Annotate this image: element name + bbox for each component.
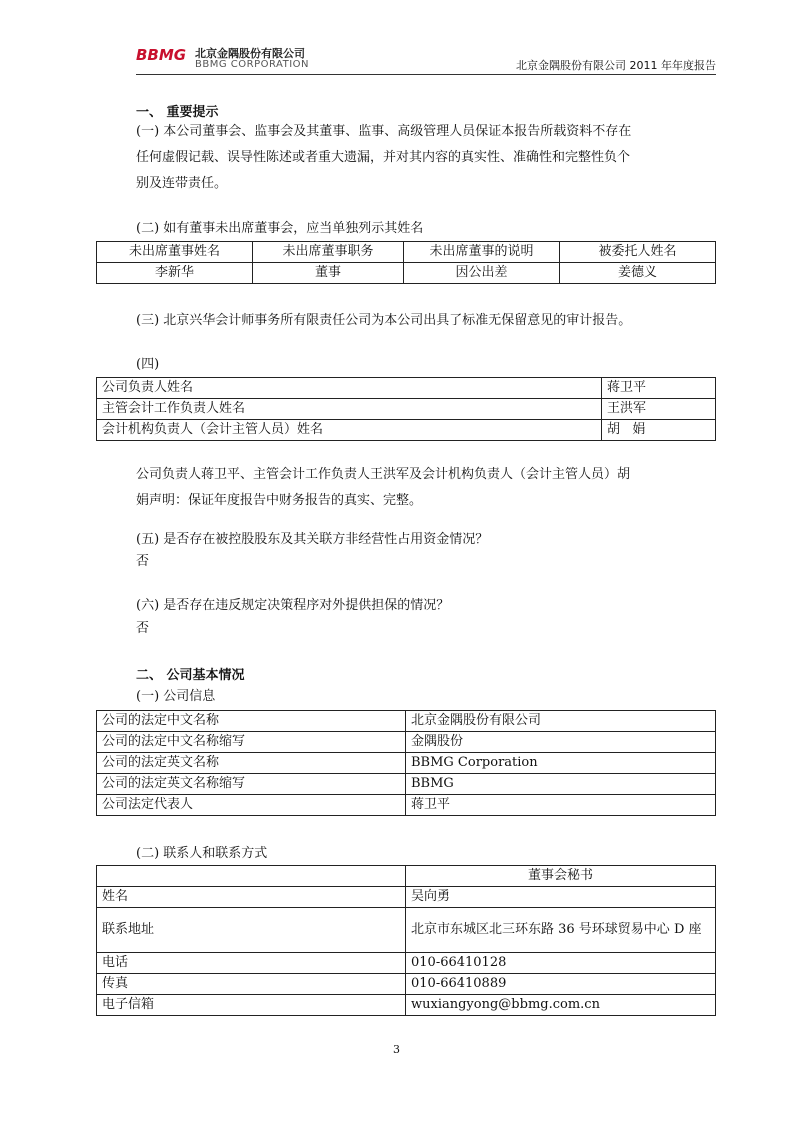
item3-paragraph: (三) 北京兴华会计师事务所有限责任公司为本公司出具了标准无保留意见的审计报告。 xyxy=(136,313,632,328)
contact-table xyxy=(96,865,716,1016)
table-cell: 董事 xyxy=(253,263,404,284)
table-cell: 010-66410889 xyxy=(406,974,716,995)
table-cell: BBMG xyxy=(406,774,716,795)
item6-answer: 否 xyxy=(136,621,150,636)
table-header: 未出席董事的说明 xyxy=(404,242,560,263)
table-header: 董事会秘书 xyxy=(406,866,716,887)
page-number: 3 xyxy=(393,1043,400,1056)
table-header: 未出席董事姓名 xyxy=(97,242,253,263)
page-header xyxy=(136,44,716,75)
table-cell: 因公出差 xyxy=(404,263,560,284)
bbmg-logo: BBMG xyxy=(136,46,187,64)
absent-director-table xyxy=(96,241,716,284)
officer-table xyxy=(96,377,716,441)
item5-question: (五) 是否存在被控股股东及其关联方非经营性占用资金情况？ xyxy=(136,532,489,547)
item6-question: (六) 是否存在违反规定决策程序对外提供担保的情况？ xyxy=(136,598,450,613)
table-cell: 姜德义 xyxy=(560,263,716,284)
table-cell: BBMG Corporation xyxy=(406,753,716,774)
table-header: 未出席董事职务 xyxy=(253,242,404,263)
table-cell: 姓名 xyxy=(97,887,406,908)
table-cell: 北京金隅股份有限公司 xyxy=(406,711,716,732)
table-cell: 吴向勇 xyxy=(406,887,716,908)
contact-label: (二) 联系人和联系方式 xyxy=(136,846,268,861)
table-cell: 金隅股份 xyxy=(406,732,716,753)
item1-line: 别及连带责任。 xyxy=(136,176,228,191)
table-cell: 电子信箱 xyxy=(97,995,406,1016)
table-cell: 蒋卫平 xyxy=(602,378,716,399)
logo-english-name: BBMG CORPORATION xyxy=(195,59,309,70)
item2-label: (二) 如有董事未出席董事会，应当单独列示其姓名 xyxy=(136,221,424,236)
item1-line: 任何虚假记载、误导性陈述或者重大遗漏，并对其内容的真实性、准确性和完整性负个 xyxy=(136,150,631,165)
statement-line: 公司负责人蒋卫平、主管会计工作负责人王洪军及会计机构负责人（会计主管人员）胡 xyxy=(136,467,631,482)
logo-chinese-name: 北京金隅股份有限公司 xyxy=(195,47,305,60)
table-cell: 联系地址 xyxy=(97,908,406,953)
item1-line: (一) 本公司董事会、监事会及其董事、监事、高级管理人员保证本报告所载资料不存在 xyxy=(136,124,632,139)
table-cell: wuxiangyong@bbmg.com.cn xyxy=(406,995,716,1016)
table-cell: 公司法定代表人 xyxy=(97,795,406,816)
company-info-label: (一) 公司信息 xyxy=(136,689,216,704)
statement-line: 娟声明：保证年度报告中财务报告的真实、完整。 xyxy=(136,493,423,508)
table-cell: 会计机构负责人（会计主管人员）姓名 xyxy=(97,420,602,441)
table-cell: 主管会计工作负责人姓名 xyxy=(97,399,602,420)
table-cell: 公司的法定中文名称 xyxy=(97,711,406,732)
table-cell: 蒋卫平 xyxy=(406,795,716,816)
report-title: 北京金隅股份有限公司 2011 年年度报告 xyxy=(516,59,716,72)
table-cell: 胡 娟 xyxy=(602,420,716,441)
item1-paragraph xyxy=(136,119,631,197)
table-cell xyxy=(97,866,406,887)
table-cell: 公司负责人姓名 xyxy=(97,378,602,399)
table-cell: 王洪军 xyxy=(602,399,716,420)
section1-heading: 一、 重要提示 xyxy=(136,105,219,120)
company-info-table xyxy=(96,710,716,816)
section2-heading: 二、 公司基本情况 xyxy=(136,668,245,683)
table-cell: 010-66410128 xyxy=(406,953,716,974)
item5-answer: 否 xyxy=(136,554,150,569)
table-cell: 电话 xyxy=(97,953,406,974)
table-cell: 公司的法定英文名称 xyxy=(97,753,406,774)
table-cell: 北京市东城区北三环东路 36 号环球贸易中心 D 座 xyxy=(406,908,716,953)
statement-paragraph xyxy=(136,462,630,514)
table-cell: 李新华 xyxy=(97,263,253,284)
table-cell: 公司的法定中文名称缩写 xyxy=(97,732,406,753)
table-cell: 传真 xyxy=(97,974,406,995)
item4-label: (四) xyxy=(136,357,160,372)
table-cell: 公司的法定英文名称缩写 xyxy=(97,774,406,795)
table-header: 被委托人姓名 xyxy=(560,242,716,263)
